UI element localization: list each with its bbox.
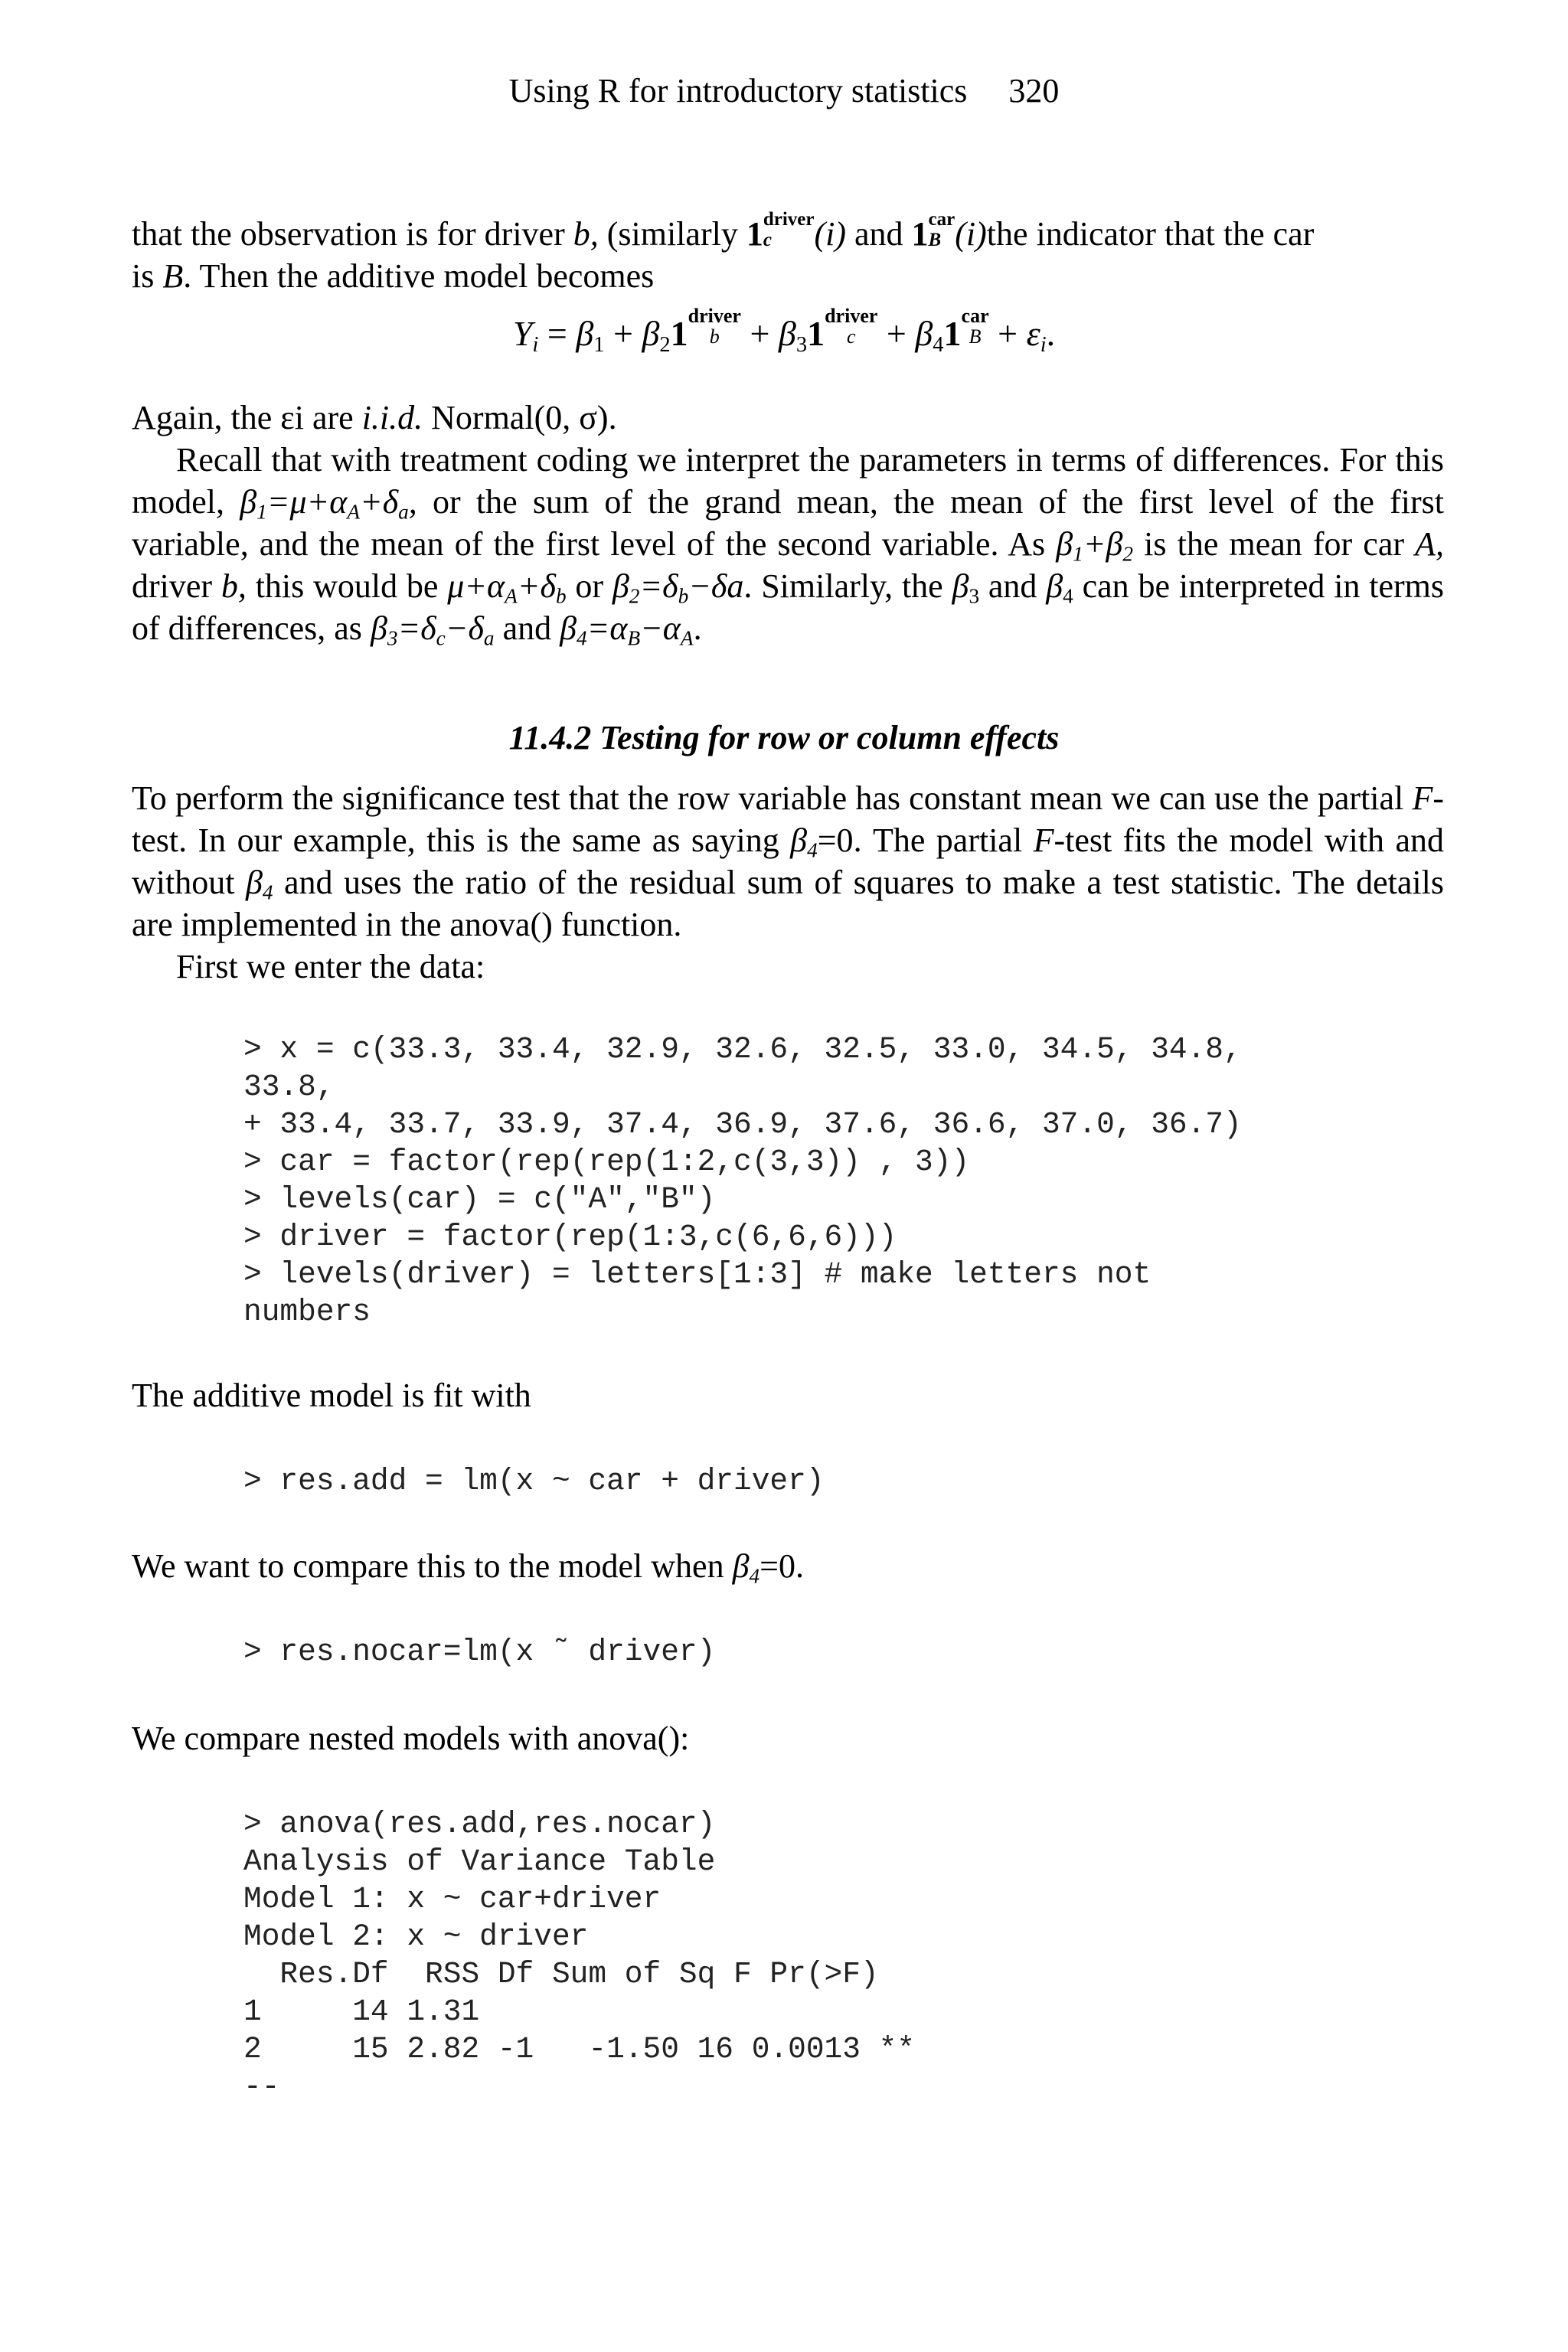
text-run: the indicator that the car bbox=[986, 215, 1315, 253]
code-line: > car = factor(rep(rep(1:2,c(3,3)) , 3)) bbox=[243, 1145, 970, 1179]
paragraph-nested: We compare nested models with anova(): bbox=[132, 1720, 690, 1757]
text-run: (similarly bbox=[598, 215, 746, 253]
code-block-additive-model bbox=[243, 1462, 1499, 1500]
code-line: > res.nocar=lm(x ˜ driver) bbox=[243, 1635, 716, 1669]
header-title: Using R for introductory statistics bbox=[508, 72, 968, 109]
section-heading: 11.4.2 Testing for row or column effects bbox=[508, 719, 1060, 756]
additive-model-formula: $Y_i = \beta_1 + \beta_21$ driver b + $\beta_31$ driver c + $\beta_41$ car B + $\varepsilon_i$. bbox=[512, 305, 1056, 357]
running-header bbox=[0, 70, 1568, 112]
indicator-driver-c: 1 driver c (i) bbox=[746, 209, 846, 253]
indicator-car-B: 1 car B (i) bbox=[911, 209, 987, 253]
text-run: b, bbox=[573, 215, 599, 253]
paragraph-compare: We want to compare this to the model when $\beta_4=0$. bbox=[132, 1547, 804, 1588]
code-line: Model 2: x ~ driver bbox=[243, 1919, 589, 1954]
code-line: > levels(car) = c("A","B") bbox=[243, 1182, 716, 1217]
code-line: + 33.4, 33.7, 33.9, 37.4, 36.9, 37.6, 36.6, 37.0, 36.7) bbox=[243, 1107, 1242, 1142]
code-line: 33.8, bbox=[243, 1070, 335, 1104]
code-line: Model 1: x ~ car+driver bbox=[243, 1882, 662, 1916]
code-line: Analysis of Variance Table bbox=[243, 1844, 716, 1879]
text-run: . Then the additive model becomes bbox=[183, 257, 655, 295]
code-line: > levels(driver) = letters[1:3] # make letters not bbox=[243, 1257, 1152, 1292]
code-block-data-entry bbox=[243, 1031, 1499, 1331]
text-run: B bbox=[162, 257, 184, 295]
code-line: > res.add = lm(x ~ car + driver) bbox=[243, 1464, 825, 1498]
code-line: 2 15 2.82 -1 -1.50 16 0.0013 ** bbox=[243, 2032, 916, 2066]
text-run: that the observation is for driver bbox=[132, 215, 573, 253]
code-line: -- bbox=[243, 2069, 280, 2104]
code-line: 1 14 1.31 bbox=[243, 1994, 480, 2029]
paragraph-partial-f-test: To perform the significance test that the row variable has constant mean we can use the partial F-test. In our example, this is the same as saying $\beta_4=0$. The partial F-test fits the model with and without $\beta_4$ and uses the ratio of the residual sum of squares to make a test statistic. The details are implemented in the anova() function. bbox=[132, 779, 1445, 943]
paragraph-indicator bbox=[132, 209, 1444, 297]
code-line: Res.Df RSS Df Sum of Sq F Pr(>F) bbox=[243, 1957, 879, 1991]
code-block-nocar-model bbox=[243, 1633, 1499, 1671]
code-line: > anova(res.add,res.nocar) bbox=[243, 1807, 716, 1841]
code-block-anova-output bbox=[243, 1805, 1499, 2105]
page-number: 320 bbox=[1008, 72, 1060, 109]
paragraph-enter-data: First we enter the data: bbox=[176, 948, 485, 985]
code-line: > driver = factor(rep(1:3,c(6,6,6))) bbox=[243, 1220, 897, 1254]
text-run: and bbox=[846, 215, 912, 253]
paragraph-again: Again, the εi are i.i.d. Normal(0, σ). bbox=[132, 399, 617, 436]
code-line: > x = c(33.3, 33.4, 32.9, 32.6, 32.5, 33.0, 34.5, 34.8, bbox=[243, 1032, 1242, 1067]
paragraph-additive-fit: The additive model is fit with bbox=[132, 1377, 531, 1414]
code-line: numbers bbox=[243, 1295, 371, 1329]
text-run: is bbox=[132, 257, 163, 295]
paragraph-treatment-coding: Recall that with treatment coding we interpret the parameters in terms of differences. For this model, $\beta_1=\mu+\alpha_A+\delta_a$, or the sum of the grand mean, the mean of the first level of the first variable, and the mean of the first level of the second variable. As $\beta_1+\beta_2$ is the mean for car A, driver b, this would be $\mu+\alpha_A+\delta_b$ or $\beta_2=\delta_b-\delta a$. Similarly, the $\beta_3$ and $\beta_4$ can be interpreted in terms of differences, as $\beta_3=\delta_c-\delta_a$ and $\beta_4=\alpha_B-\alpha_A$. bbox=[132, 441, 1445, 650]
